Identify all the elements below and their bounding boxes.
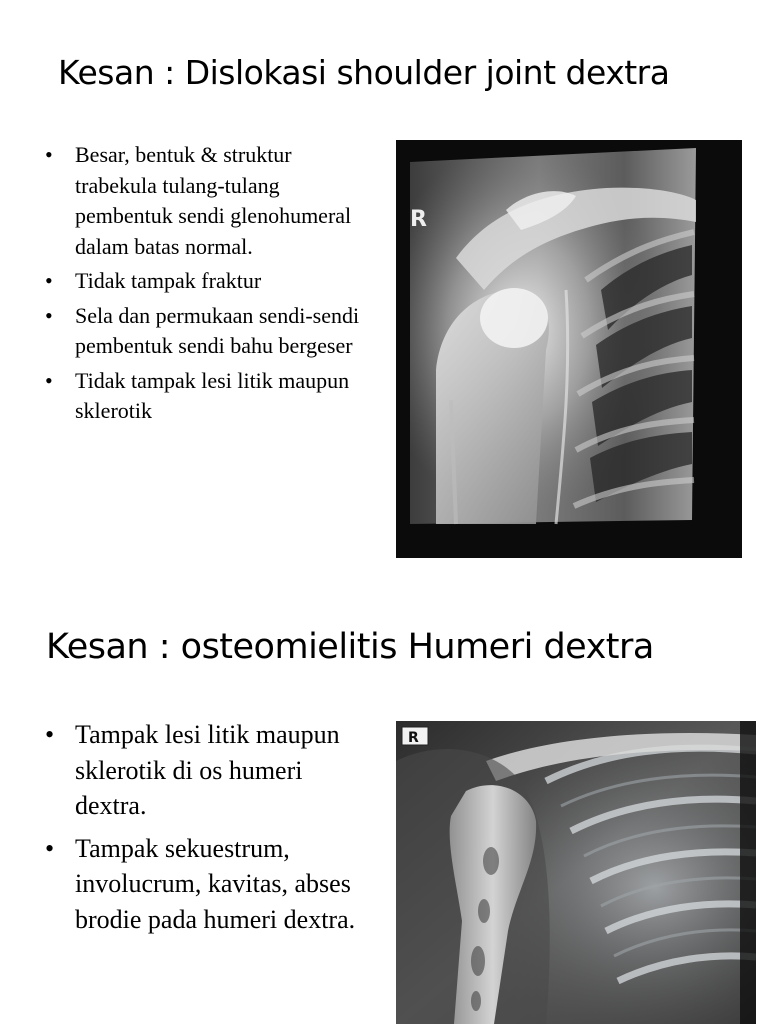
xray-image xyxy=(396,721,756,1024)
bullet-list xyxy=(45,140,375,431)
xray-humerus-osteomyelitis xyxy=(396,721,756,1024)
bullet-item: • Tampak lesi litik maupun sklerotik di os humeri dextra. xyxy=(45,717,365,824)
bullet-item: • Tidak tampak fraktur xyxy=(45,266,375,297)
side-marker: R xyxy=(408,730,419,746)
bullet-item: • Tidak tampak lesi litik maupun sklerotik xyxy=(45,366,375,427)
xray-shoulder-dislocation xyxy=(396,140,742,558)
bullet-list xyxy=(45,717,365,944)
bullet-item: • Tampak sekuestrum, involucrum, kavitas, abses brodie pada humeri dextra. xyxy=(45,831,365,938)
slide-title: Kesan : osteomielitis Humeri dextra xyxy=(46,627,654,667)
slide-osteomyelitis xyxy=(0,580,768,1024)
xray-image xyxy=(396,140,742,558)
bullet-item: • Besar, bentuk & struktur trabekula tulang-tulang pembentuk sendi glenohumeral dalam batas normal. xyxy=(45,140,375,262)
bullet-item: • Sela dan permukaan sendi-sendi pembentuk sendi bahu bergeser xyxy=(45,301,375,362)
side-marker: R xyxy=(410,207,427,232)
slide-title: Kesan : Dislokasi shoulder joint dextra xyxy=(58,53,670,92)
